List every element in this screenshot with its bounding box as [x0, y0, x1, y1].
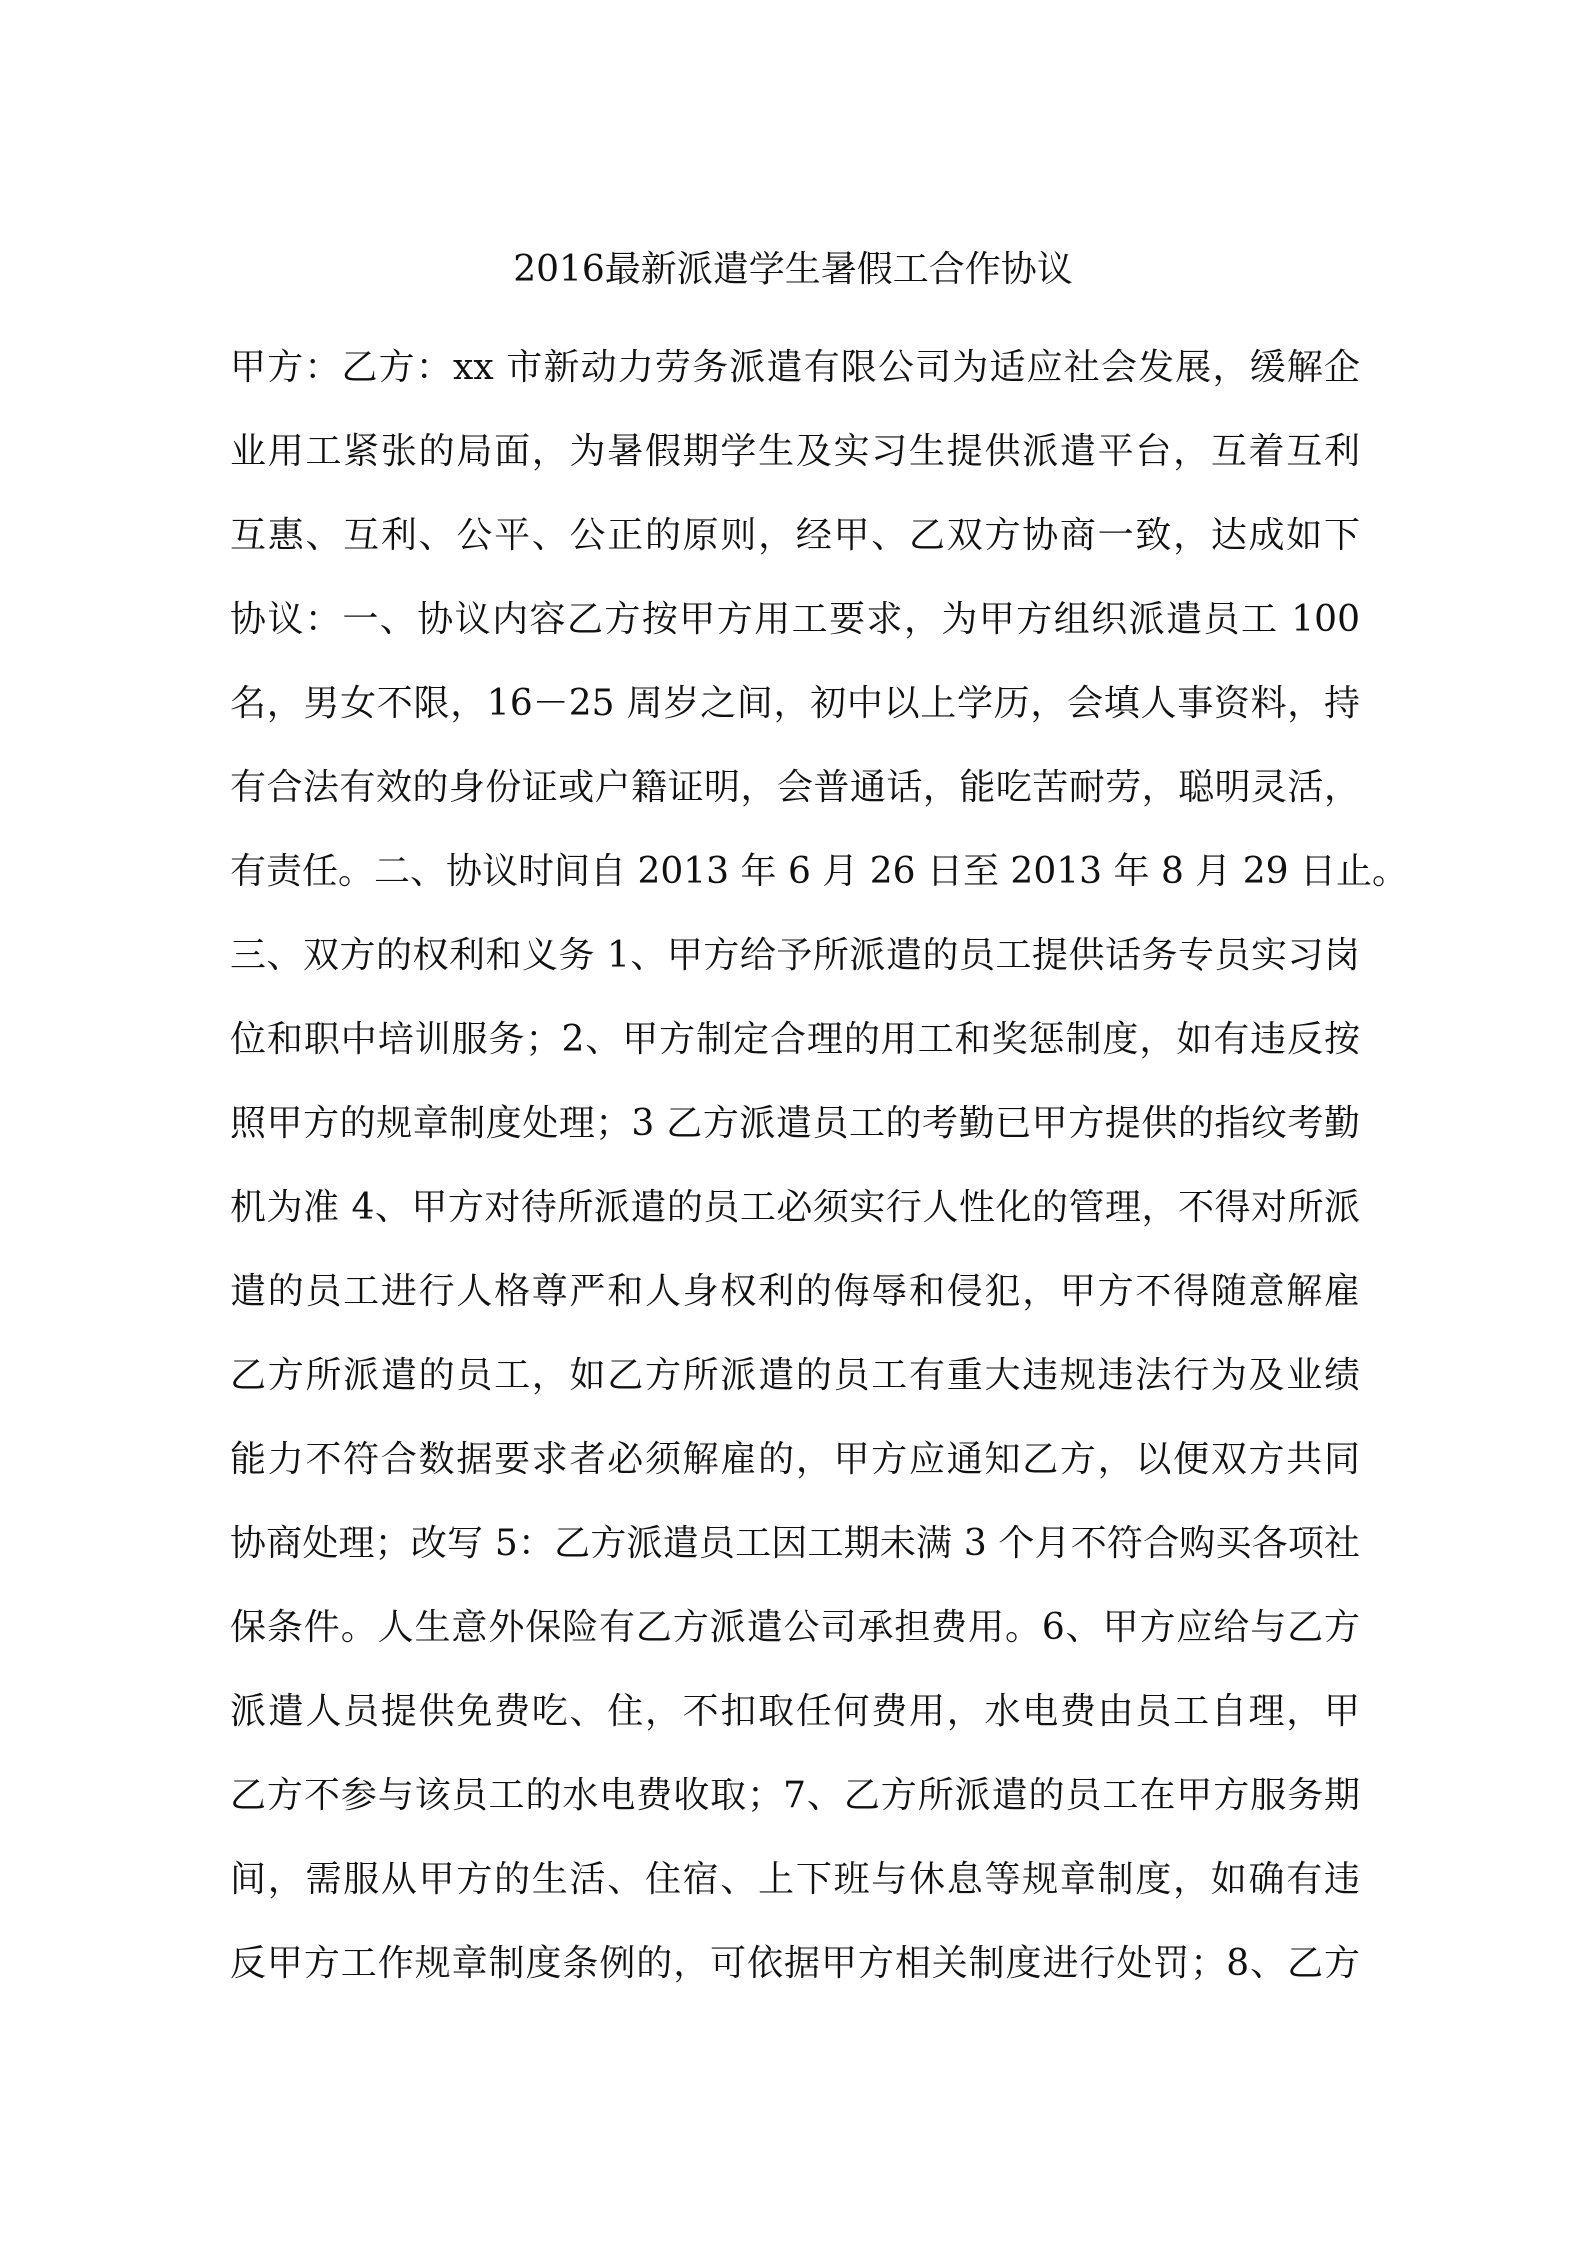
body-line: 三、双方的权利和义务 1、甲方给予所派遣的员工提供话务专员实习岗 — [230, 935, 1360, 976]
body-line: 照甲方的规章制度处理；3 乙方派遣员工的考勤已甲方提供的指纹考勤 — [230, 1103, 1360, 1144]
body-line: 业用工紧张的局面，为暑假期学生及实习生提供派遣平台，互着互利 — [230, 431, 1360, 472]
body-line: 间，需服从甲方的生活、住宿、上下班与休息等规章制度，如确有违 — [230, 1859, 1360, 1900]
body-line: 协议：一、协议内容乙方按甲方用工要求，为甲方组织派遣员工 100 — [230, 599, 1360, 640]
body-line: 甲方：乙方：xx 市新动力劳务派遣有限公司为适应社会发展，缓解企 — [230, 347, 1360, 388]
body-line: 乙方所派遣的员工，如乙方所派遣的员工有重大违规违法行为及业绩 — [230, 1355, 1360, 1396]
document-title: 2016最新派遣学生暑假工合作协议 — [513, 249, 1073, 290]
body-line: 机为准 4、甲方对待所派遣的员工必须实行人性化的管理，不得对所派 — [230, 1187, 1360, 1228]
body-line: 能力不符合数据要求者必须解雇的，甲方应通知乙方，以便双方共同 — [230, 1439, 1360, 1480]
document-body — [230, 326, 1408, 2006]
body-line: 有责任。二、协议时间自 2013 年 6 月 26 日至 2013 年 8 月 29 日止。 — [230, 851, 1408, 892]
body-line: 乙方不参与该员工的水电费收取；7、乙方所派遣的员工在甲方服务期 — [230, 1775, 1360, 1816]
body-line: 名，男女不限，16－25 周岁之间，初中以上学历，会填人事资料，持 — [230, 683, 1360, 724]
body-line: 遣的员工进行人格尊严和人身权利的侮辱和侵犯，甲方不得随意解雇 — [230, 1271, 1360, 1312]
body-line: 协商处理；改写 5：乙方派遣员工因工期未满 3 个月不符合购买各项社 — [230, 1523, 1360, 1564]
body-line: 派遣人员提供免费吃、住，不扣取任何费用，水电费由员工自理，甲 — [230, 1691, 1360, 1732]
body-line: 反甲方工作规章制度条例的，可依据甲方相关制度进行处罚；8、乙方 — [230, 1943, 1360, 1984]
body-line: 位和职中培训服务；2、甲方制定合理的用工和奖惩制度，如有违反按 — [230, 1019, 1360, 1060]
body-line: 有合法有效的身份证或户籍证明，会普通话，能吃苦耐劳，聪明灵活， — [230, 767, 1360, 808]
body-line: 互惠、互利、公平、公正的原则，经甲、乙双方协商一致，达成如下 — [230, 515, 1360, 556]
body-line: 保条件。人生意外保险有乙方派遣公司承担费用。6、甲方应给与乙方 — [230, 1607, 1360, 1648]
